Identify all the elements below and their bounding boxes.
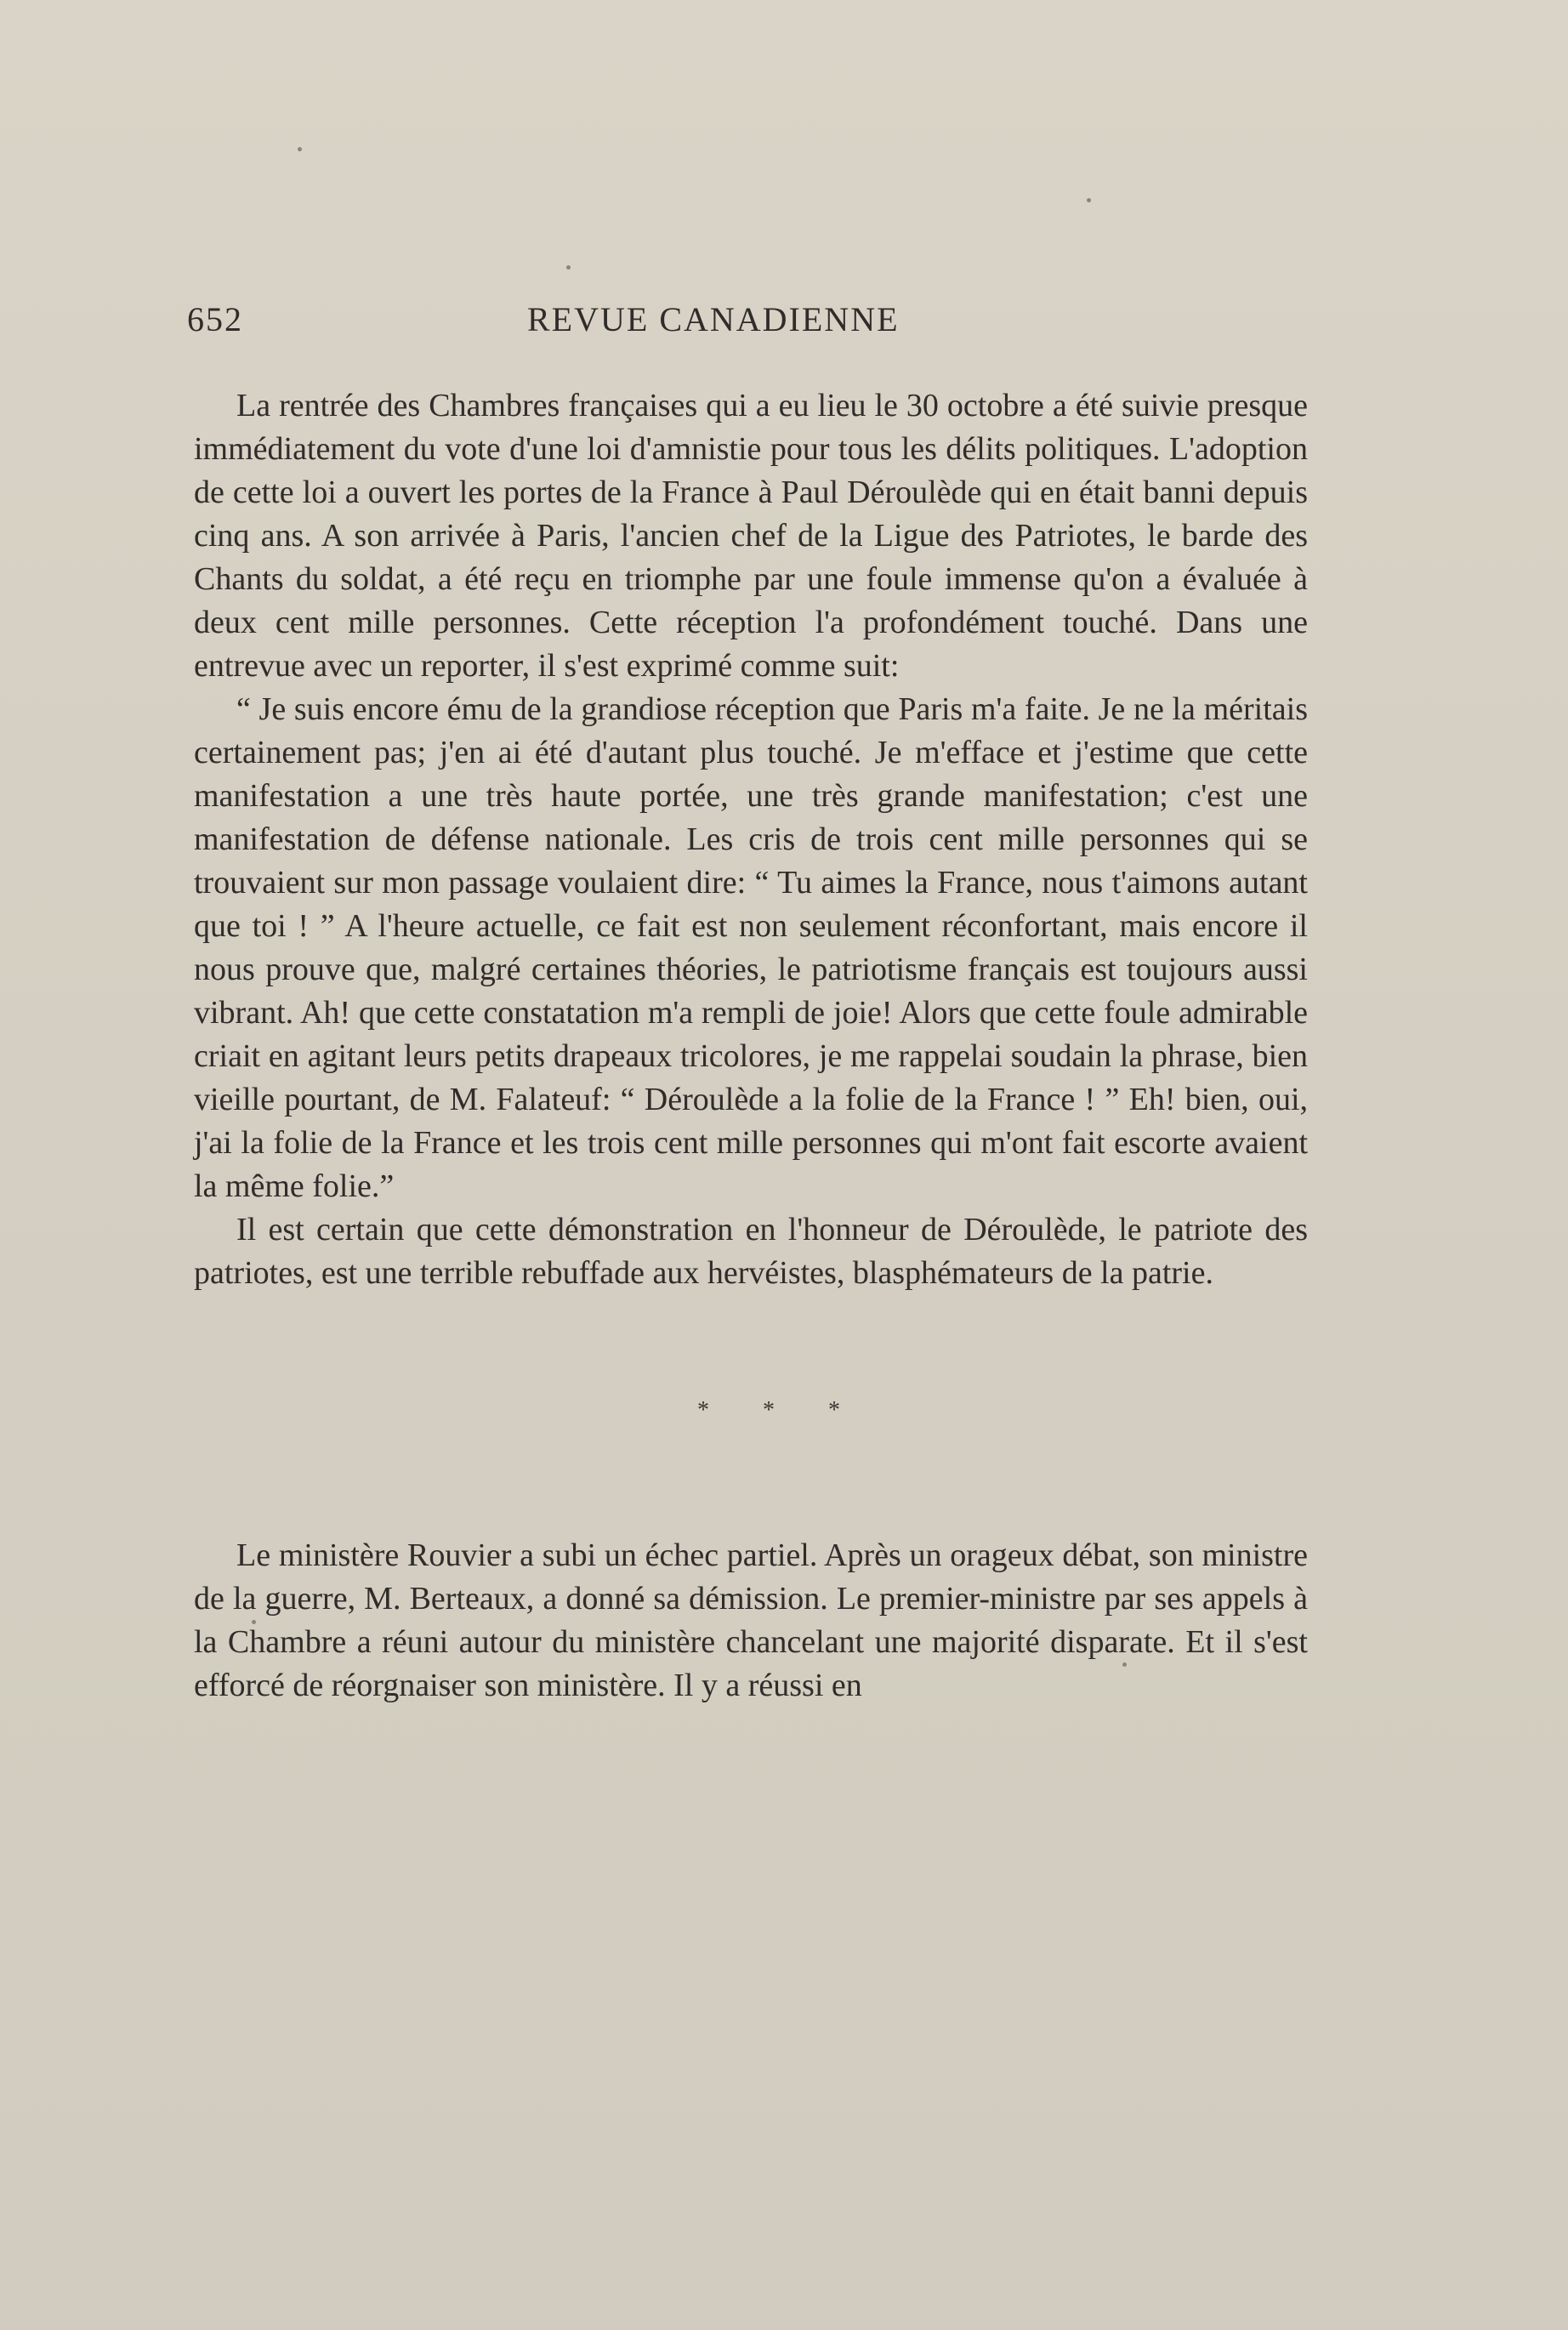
- running-head: [187, 299, 978, 342]
- paper-speck: [566, 265, 571, 270]
- paper-speck: [298, 147, 302, 151]
- paper-speck: [1087, 198, 1091, 202]
- paragraph-rouvier-ministry: Le ministère Rouvier a subi un échec partiel. Après un orageux débat, son ministre de la guerre, M. Berteaux, a donné sa démission. Le premier-ministre par ses appels à la Chambre a réuni autour du ministère chancelant une majorité disparate. Et il s'est efforcé de réorgnaiser son ministère. Il y a réussi en: [194, 1537, 1308, 1703]
- article-text: [194, 384, 1308, 1708]
- paragraph-deroulede-quote: “ Je suis encore ému de la grandiose réception que Paris m'a faite. Je ne la méritais certainement pas; j'en ai été d'autant plus touché. Je m'efface et j'estime que cette manifestation a une très haute portée, une très grande manifestation; c'est une manifestation de défense nationale. Les cris de trois cent mille personnes qui se trouvaient sur mon passage voulaient dire: “ Tu aimes la France, nous t'aimons autant que toi ! ” A l'heure actuelle, ce fait est non seulement réconfortant, mais encore il nous prouve que, malgré certaines théories, le patriotisme français est toujours aussi vibrant. Ah! que cette constatation m'a rempli de joie! Alors que cette foule admirable criait en agitant leurs petits drapeaux tricolores, je me rappelai soudain la phrase, bien vieille pourtant, de M. Falateuf: “ Déroulède a la folie de la France ! ” Eh! bien, oui, j'ai la folie de la France et les trois cent mille personnes qui m'ont fait escorte avaient la même folie.”: [194, 691, 1308, 1204]
- journal-title: REVUE CANADIENNE: [527, 300, 900, 338]
- paragraph-herveistes: Il est certain que cette démonstration en l'honneur de Déroulède, le patriote des patriotes, est une terrible rebuffade aux hervéistes, blasphémateurs de la patrie.: [194, 1212, 1308, 1291]
- section-break-asterisks: * * *: [697, 1397, 864, 1424]
- paragraph-amnesty: La rentrée des Chambres françaises qui a eu lieu le 30 octobre a été suivie presque immédiatement du vote d'une loi d'amnistie pour tous les délits politiques. L'adoption de cette loi a ouvert les portes de la France à Paul Déroulède qui en était banni depuis cinq ans. A son arrivée à Paris, l'ancien chef de la Ligue des Patriotes, le barde des Chants du soldat, a été reçu en triomphe par une foule immense qu'on a évaluée à deux cent mille personnes. Cette réception l'a profondément touché. Dans une entrevue avec un reporter, il s'est exprimé comme suit:: [194, 388, 1308, 684]
- page-number: 652: [187, 300, 243, 338]
